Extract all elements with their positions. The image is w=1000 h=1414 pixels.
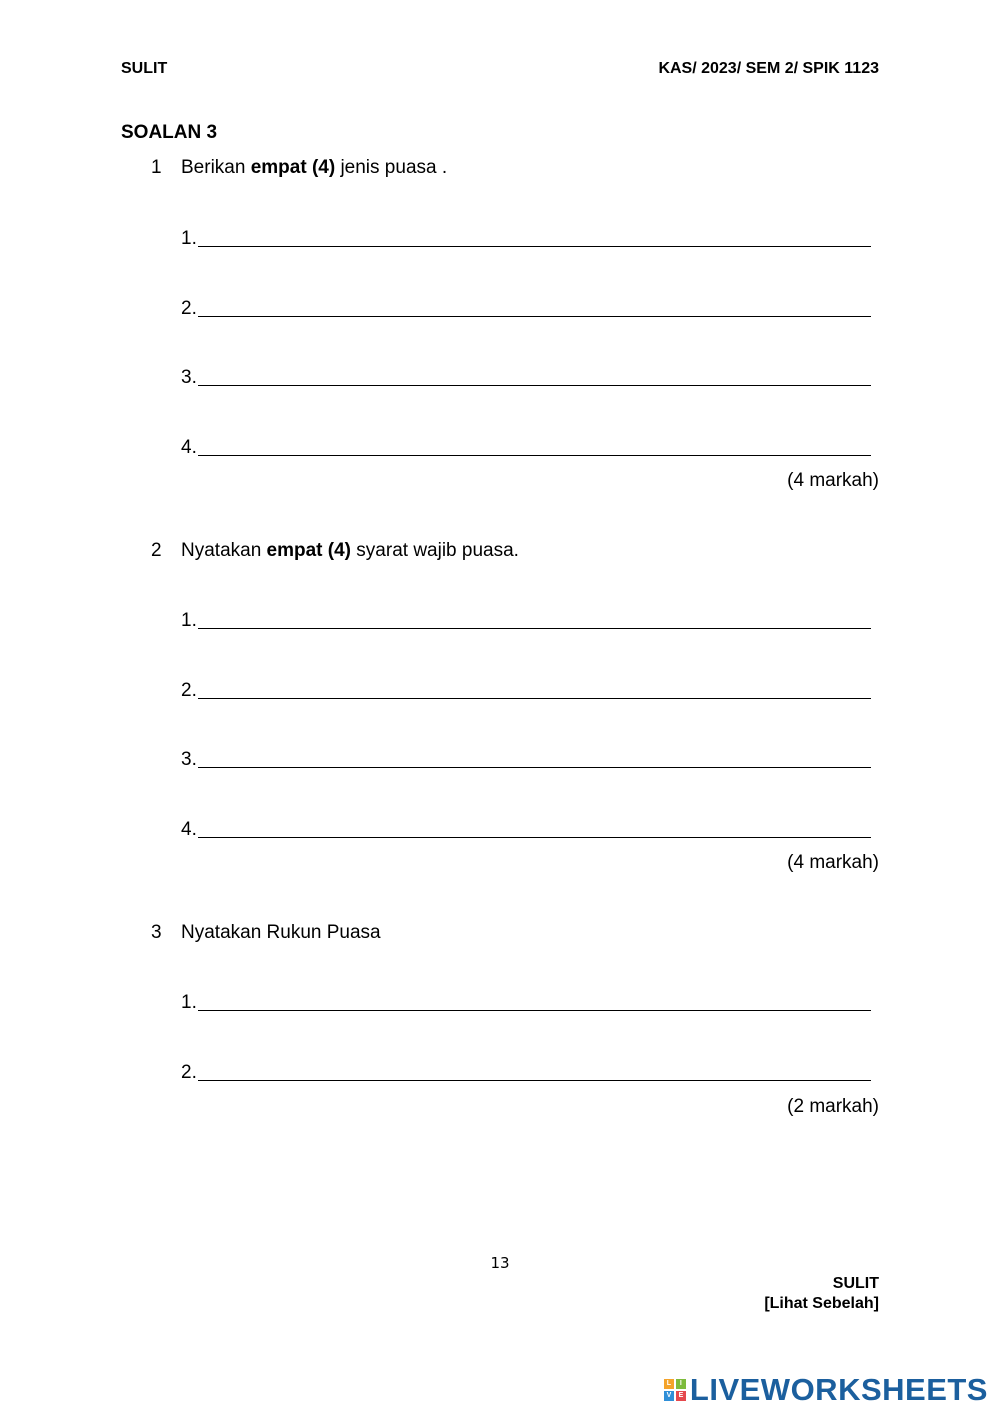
logo-letter-e: E bbox=[676, 1391, 686, 1401]
answer-rule[interactable] bbox=[198, 823, 871, 838]
answer-line[interactable] bbox=[181, 367, 871, 389]
answer-rule[interactable] bbox=[198, 753, 871, 768]
question-text-end: syarat wajib puasa. bbox=[351, 540, 519, 561]
logo-letter-l: L bbox=[664, 1379, 674, 1389]
answer-label: 4. bbox=[181, 819, 197, 840]
answer-label: 1. bbox=[181, 228, 197, 249]
liveworksheets-logo bbox=[664, 1372, 988, 1408]
answer-rule[interactable] bbox=[198, 614, 871, 629]
marks-label: (2 markah) bbox=[787, 1096, 879, 1117]
question-number: 1 bbox=[151, 157, 162, 178]
answer-line[interactable] bbox=[181, 992, 871, 1014]
question-text-bold: empat (4) bbox=[250, 157, 336, 178]
answer-label: 1. bbox=[181, 610, 197, 631]
section-title: SOALAN 3 bbox=[121, 122, 218, 143]
answer-label: 4. bbox=[181, 437, 197, 458]
answer-label: 3. bbox=[181, 749, 197, 770]
logo-letter-i: I bbox=[676, 1379, 686, 1389]
question-2 bbox=[151, 540, 519, 562]
question-1 bbox=[151, 157, 447, 179]
page-number: 13 bbox=[490, 1254, 510, 1272]
question-3 bbox=[151, 922, 381, 944]
answer-line[interactable] bbox=[181, 228, 871, 250]
question-text-end: jenis puasa . bbox=[335, 157, 448, 178]
answer-rule[interactable] bbox=[198, 684, 871, 699]
question-text: Nyatakan bbox=[181, 540, 267, 561]
brand-name: LIVEWORKSHEETS bbox=[689, 1372, 988, 1407]
header-right: KAS/ 2023/ SEM 2/ SPIK 1123 bbox=[658, 60, 879, 77]
question-number: 2 bbox=[151, 540, 162, 561]
question-text: Berikan bbox=[181, 157, 251, 178]
answer-line[interactable] bbox=[181, 819, 871, 841]
answer-label: 3. bbox=[181, 367, 197, 388]
answer-line[interactable] bbox=[181, 1062, 871, 1084]
answer-line[interactable] bbox=[181, 749, 871, 771]
question-text-bold: empat (4) bbox=[266, 540, 352, 561]
answer-line[interactable] bbox=[181, 610, 871, 632]
footer-sulit: SULIT bbox=[832, 1275, 879, 1292]
answer-line[interactable] bbox=[181, 680, 871, 702]
liveworksheets-logo-icon bbox=[664, 1379, 686, 1401]
header-left: SULIT bbox=[121, 60, 168, 77]
answer-rule[interactable] bbox=[198, 302, 871, 317]
answer-label: 2. bbox=[181, 298, 197, 319]
footer-lihat-sebelah: [Lihat Sebelah] bbox=[764, 1295, 879, 1312]
question-text: Nyatakan Rukun Puasa bbox=[181, 922, 381, 943]
answer-label: 2. bbox=[181, 1062, 197, 1083]
answer-line[interactable] bbox=[181, 298, 871, 320]
answer-rule[interactable] bbox=[198, 996, 871, 1011]
question-number: 3 bbox=[151, 922, 162, 943]
logo-letter-v: V bbox=[664, 1391, 674, 1401]
answer-rule[interactable] bbox=[198, 1066, 871, 1081]
answer-rule[interactable] bbox=[198, 441, 871, 456]
answer-rule[interactable] bbox=[198, 232, 871, 247]
marks-label: (4 markah) bbox=[787, 852, 879, 873]
answer-rule[interactable] bbox=[198, 371, 871, 386]
answer-label: 2. bbox=[181, 680, 197, 701]
marks-label: (4 markah) bbox=[787, 470, 879, 491]
answer-label: 1. bbox=[181, 992, 197, 1013]
answer-line[interactable] bbox=[181, 437, 871, 459]
